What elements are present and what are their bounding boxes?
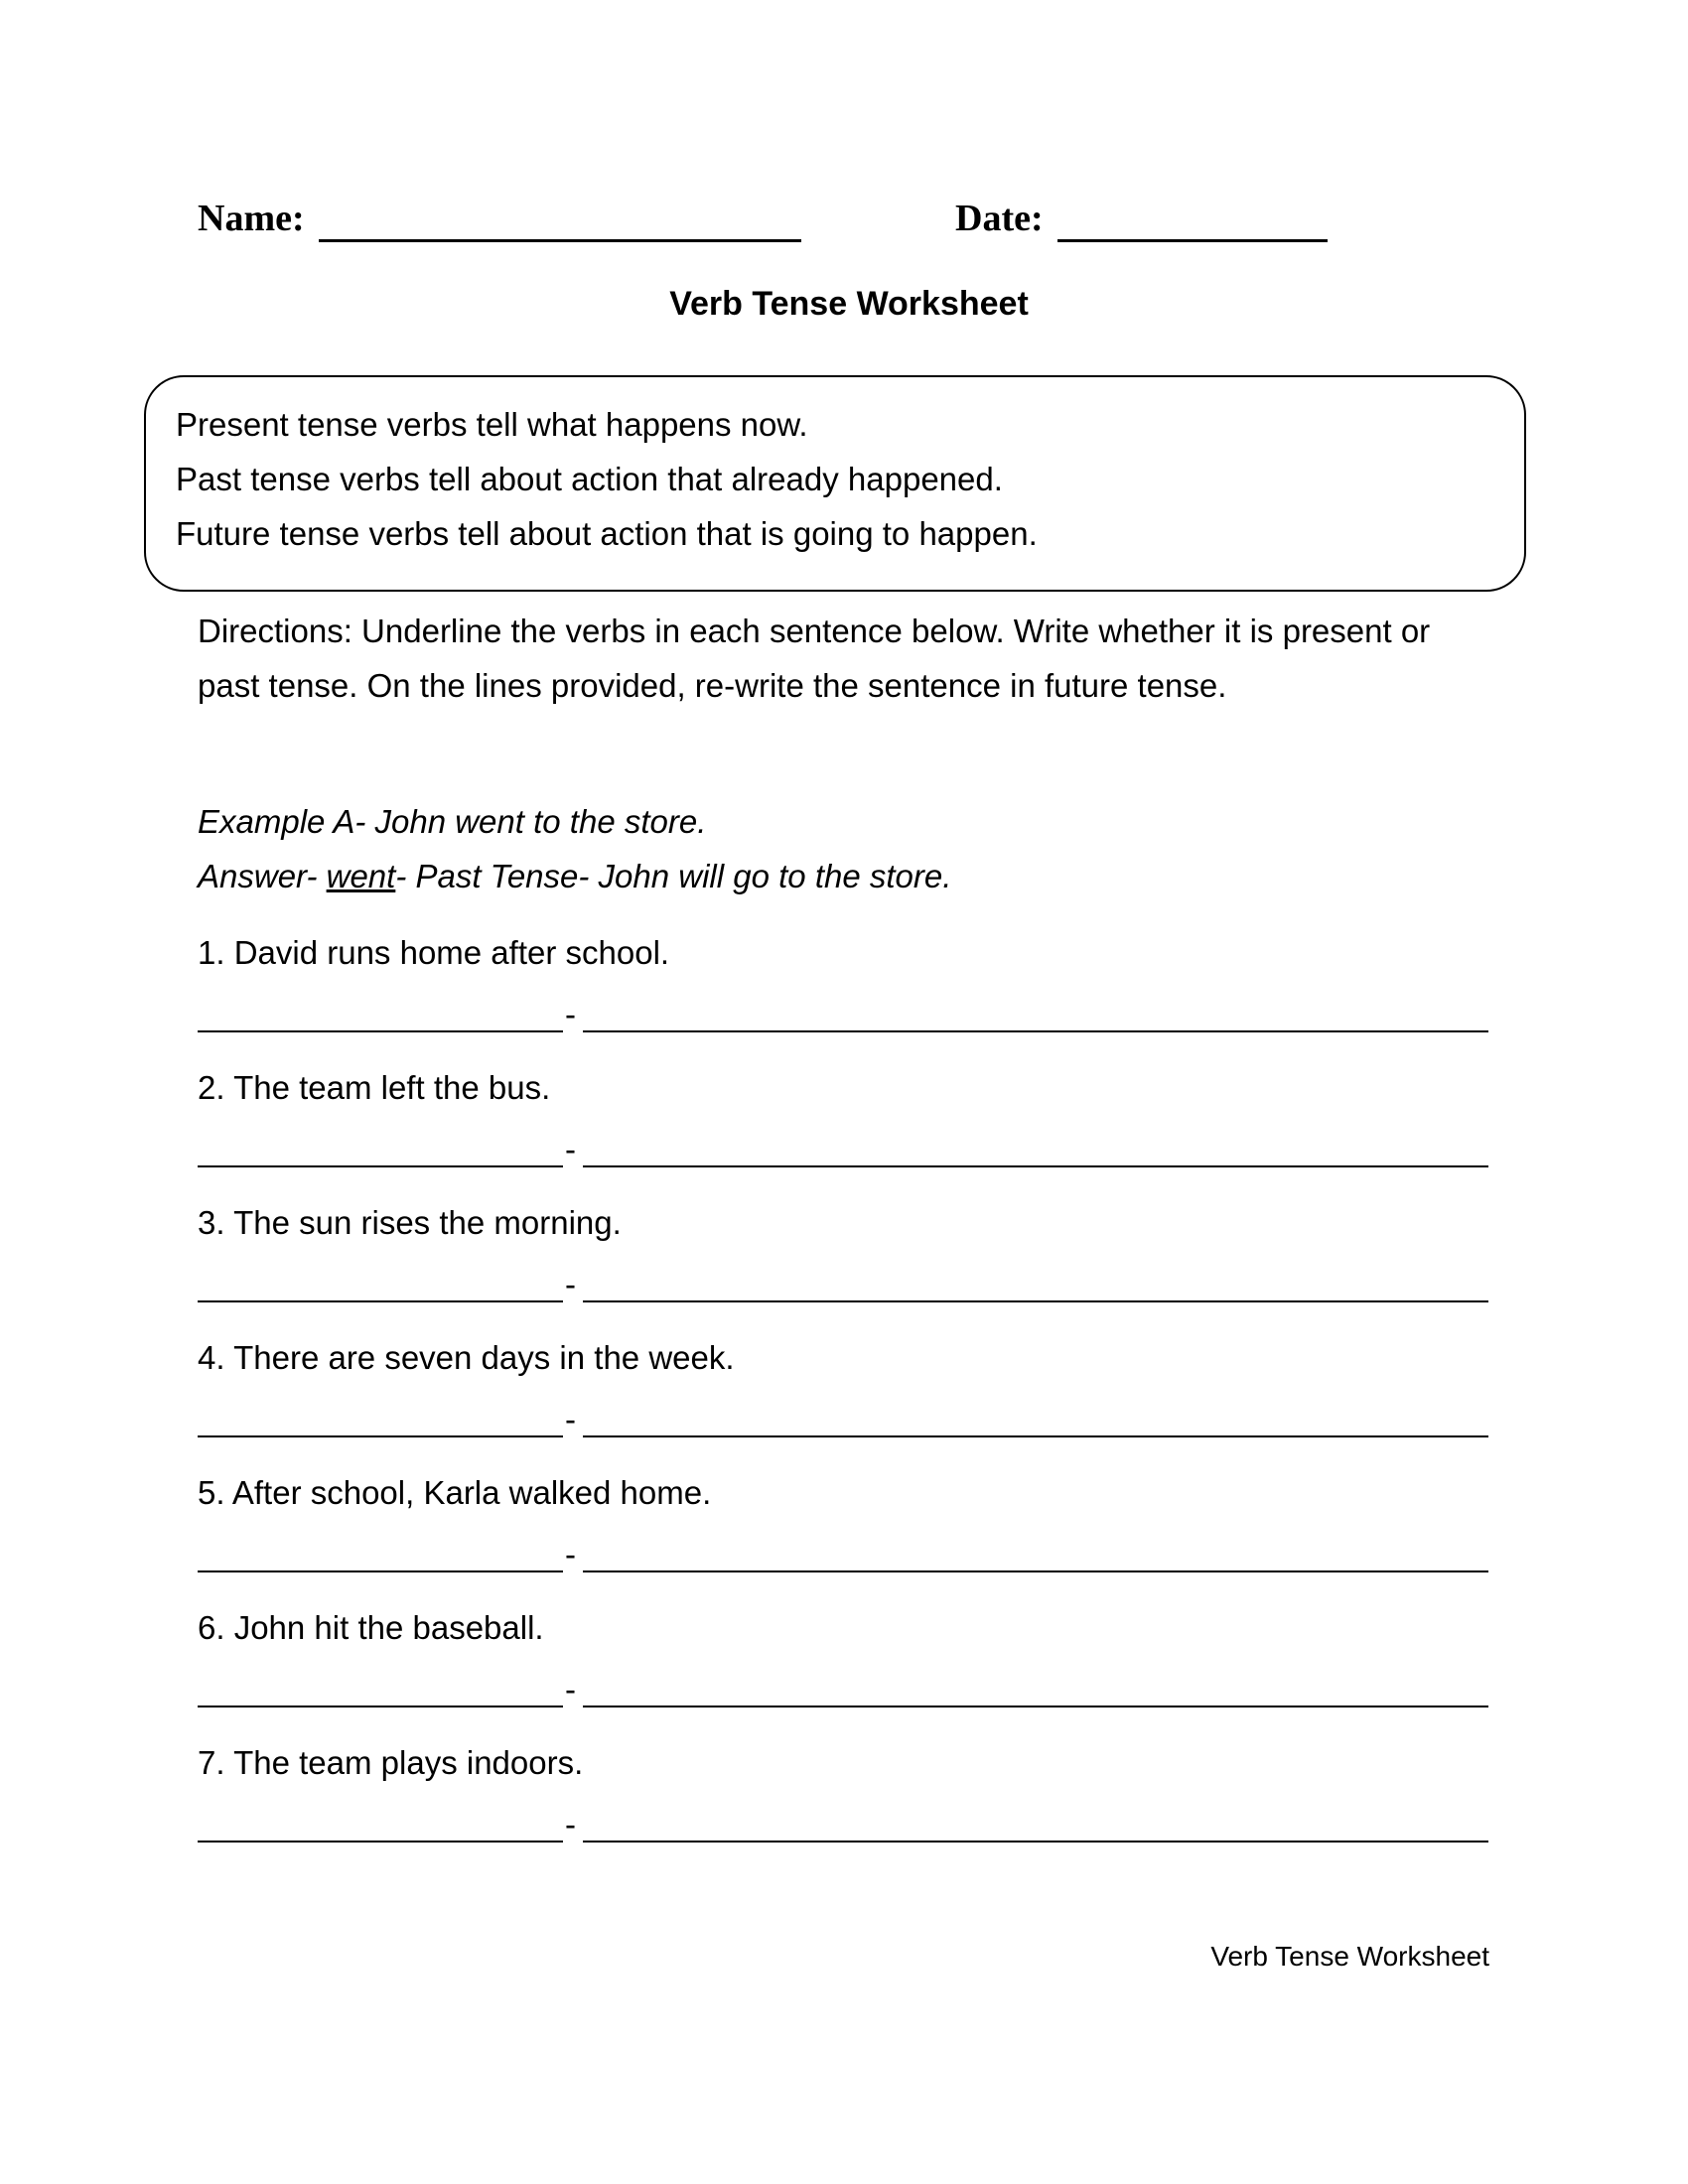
question-1 [198,928,1488,1037]
definition-future: Future tense verbs tell about action that is going to happen. [176,515,1038,552]
answer-separator: - [565,1131,576,1167]
answer-row [198,1253,1488,1302]
definition-box [144,375,1526,592]
definition-present: Present tense verbs tell what happens now. [176,406,808,443]
example-block [198,794,951,903]
question-text: 6. John hit the baseball. [198,1609,544,1646]
page-footer: Verb Tense Worksheet [1210,1941,1489,1972]
question-2 [198,1063,1488,1172]
answer-separator: - [565,1806,576,1843]
page-title: Verb Tense Worksheet [669,285,1029,323]
question-text: 2. The team left the bus. [198,1069,551,1106]
name-label: Name: [198,198,305,239]
example-answer [198,849,951,903]
tense-answer-line[interactable] [198,1426,563,1437]
answer-separator: - [565,1671,576,1707]
directions-text: Directions: Underline the verbs in each sentence below. Write whether it is present or past tense. On the lines provided, re-write the sentence in future tense. [198,613,1431,704]
date-field [955,195,1328,242]
question-7 [198,1738,1488,1847]
definition-past: Past tense verbs tell about action that already happened. [176,461,1003,497]
date-blank[interactable] [1057,202,1328,242]
date-label: Date: [955,198,1044,239]
answer-row [198,983,1488,1032]
answer-row [198,1658,1488,1707]
question-4 [198,1333,1488,1442]
rewrite-answer-line[interactable] [583,1426,1488,1437]
rewrite-answer-line[interactable] [583,1696,1488,1707]
answer-separator: - [565,1401,576,1437]
question-text: 1. David runs home after school. [198,934,670,971]
rewrite-answer-line[interactable] [583,1831,1488,1843]
answer-separator: - [565,1536,576,1572]
rewrite-answer-line[interactable] [583,1291,1488,1302]
question-text: 4. There are seven days in the week. [198,1339,735,1376]
tense-answer-line[interactable] [198,1696,563,1707]
rewrite-answer-line[interactable] [583,1156,1488,1167]
question-text: 3. The sun rises the morning. [198,1204,622,1241]
example-answer-prefix: Answer- [198,858,327,894]
tense-answer-line[interactable] [198,1021,563,1032]
question-3 [198,1198,1488,1307]
answer-row [198,1523,1488,1572]
tense-answer-line[interactable] [198,1156,563,1167]
example-answer-suffix: - Past Tense- John will go to the store. [395,858,952,894]
tense-answer-line[interactable] [198,1831,563,1843]
answer-row [198,1118,1488,1167]
tense-answer-line[interactable] [198,1291,563,1302]
example-sentence: Example A- John went to the store. [198,803,707,840]
name-field [198,195,801,242]
question-text: 5. After school, Karla walked home. [198,1474,712,1511]
rewrite-answer-line[interactable] [583,1021,1488,1032]
answer-row [198,1793,1488,1843]
question-5 [198,1468,1488,1577]
question-text: 7. The team plays indoors. [198,1744,584,1781]
question-6 [198,1603,1488,1712]
answer-separator: - [565,1266,576,1302]
answer-row [198,1388,1488,1437]
tense-answer-line[interactable] [198,1561,563,1572]
rewrite-answer-line[interactable] [583,1561,1488,1572]
name-blank[interactable] [319,202,801,242]
answer-separator: - [565,996,576,1032]
example-answer-verb: went [326,858,396,894]
